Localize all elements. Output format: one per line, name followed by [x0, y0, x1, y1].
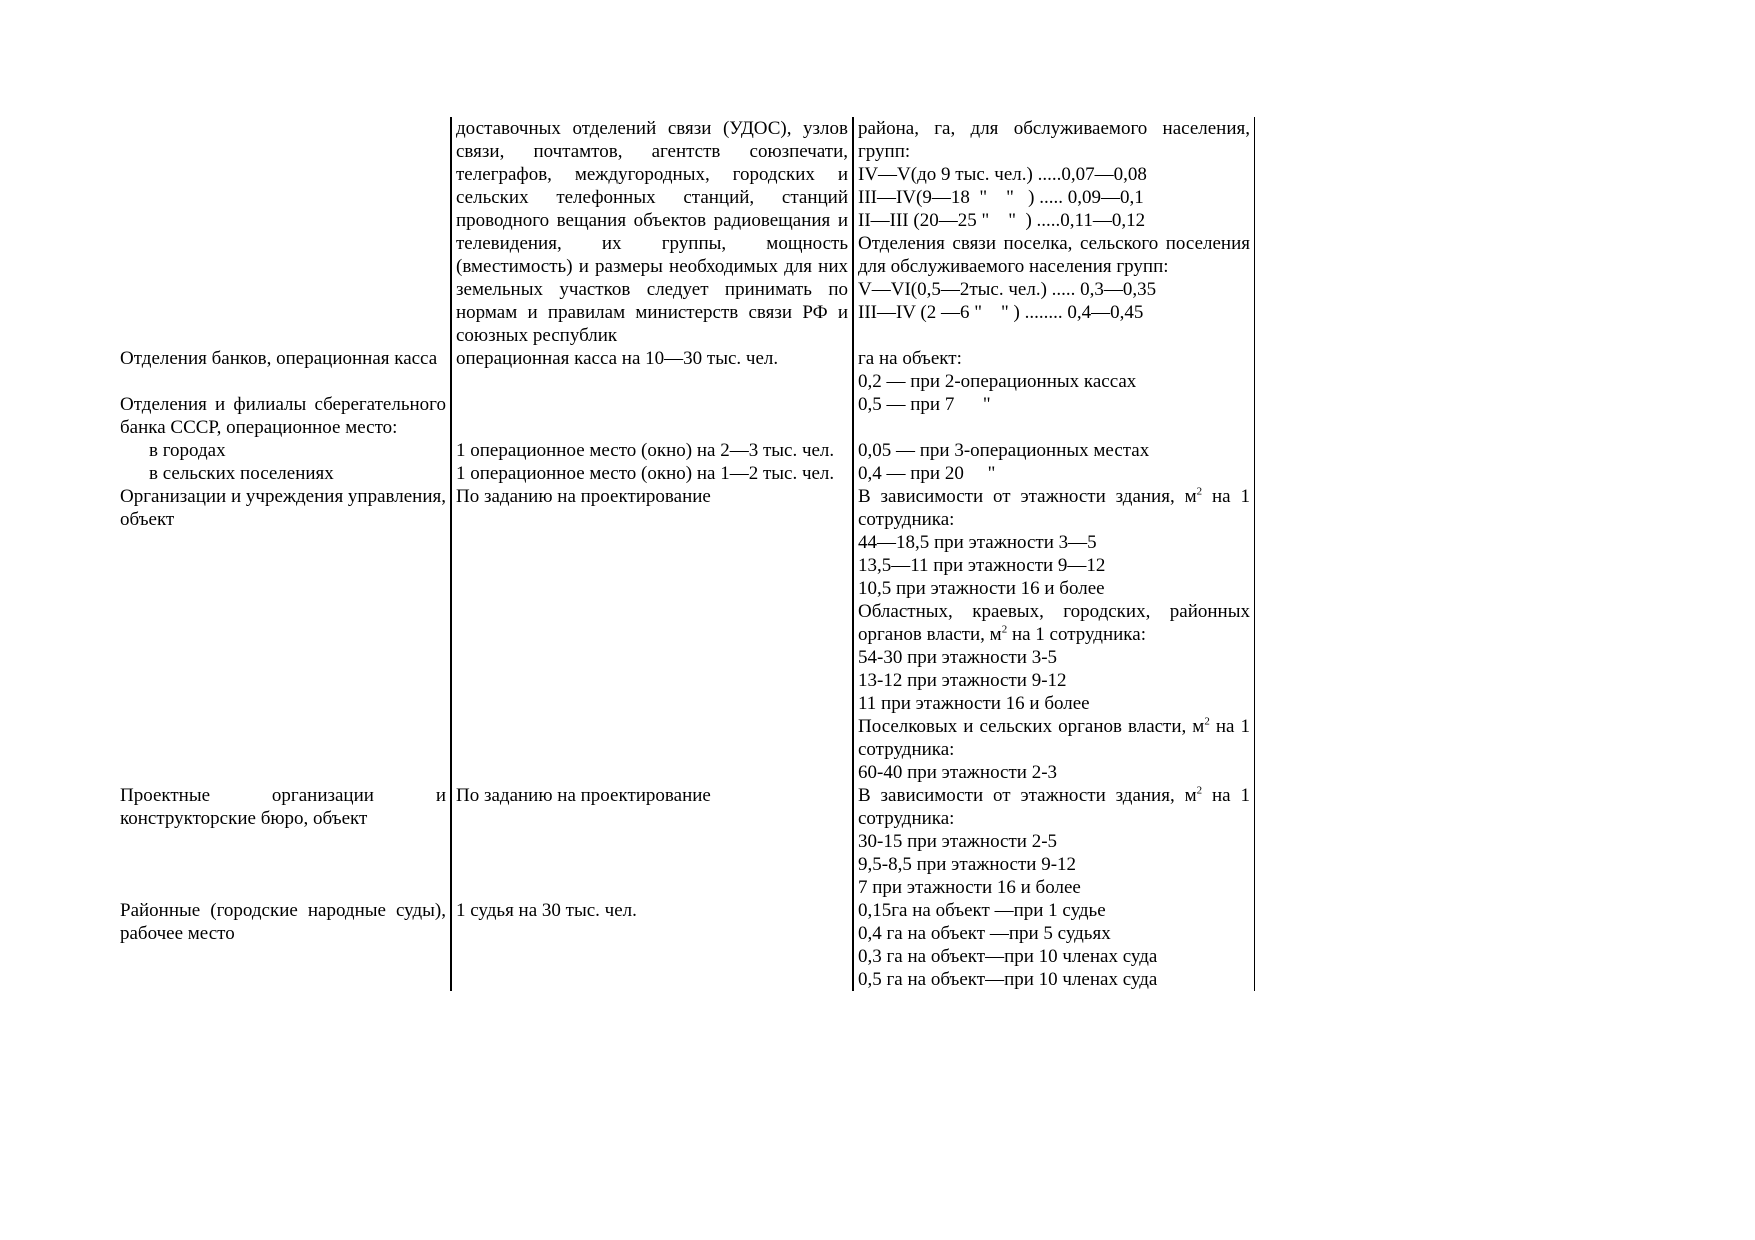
norms-table: [116, 117, 1255, 991]
cell-line: V—VI(0,5—2тыс. чел.) ..... 0,3—0,35: [858, 279, 1157, 300]
cell-paragraph: Отделения банков, операционная касса: [120, 348, 438, 369]
cell-line: III—IV(9—18 " " ) ..... 0,09—0,1: [858, 187, 1144, 208]
cell-line: 0,4 — при 20 ": [858, 463, 996, 484]
cell-paragraph: Отделения связи поселка, сельского поселения для обслуживаемого населения групп:: [858, 233, 1250, 277]
cell-line: 0,5 га на объект—при 10 членах суда: [858, 969, 1158, 990]
land-area-cell: [853, 462, 1255, 485]
cell-line: IV—V(до 9 тыс. чел.) .....0,07—0,08: [858, 164, 1147, 185]
facility-cell: Проектные организации и конструкторские бюро, объект: [120, 785, 446, 829]
cell-paragraph: в сельских поселениях: [149, 463, 334, 484]
facility-cell: [116, 462, 451, 485]
land-area-cell: 0,05 — при 3-операционных местах: [853, 439, 1255, 462]
table-row: [116, 899, 1255, 991]
facility-cell: Организации и учреждения управления, объект: [120, 486, 446, 530]
cell-paragraph: Поселковых и сельских органов власти, $м^2$ на 1 сотрудника:: [858, 715, 1250, 760]
facility-cell: [116, 439, 451, 462]
land-area-cell: [853, 117, 1255, 347]
cell-paragraph: В зависимости от этажности здания, $м^2$ на 1 сотрудника:: [858, 485, 1250, 530]
cell-line: 11 при этажности 16 и более: [858, 693, 1090, 714]
cell-line: 60-40 при этажности 2-3: [858, 762, 1058, 783]
land-area-cell: [853, 784, 1255, 899]
table-row: [116, 485, 1255, 784]
cell-line: 54-30 при этажности 3-5: [858, 647, 1058, 668]
table-row: [116, 462, 1255, 485]
norm-cell: 1 судья на 30 тыс. чел.: [451, 899, 853, 991]
cell-line: III—IV (2 —6 " " ) ........ 0,4—0,45: [858, 302, 1144, 323]
cell-line: 44—18,5 при этажности 3—5: [858, 532, 1097, 553]
table-row: [116, 347, 1255, 439]
land-area-cell: [853, 899, 1255, 991]
facility-cell: Районные (городские народные суды), рабочее место: [120, 900, 446, 944]
cell-line: 0,3 га на объект—при 10 членах суда: [858, 946, 1158, 967]
table-row: [116, 784, 1255, 899]
cell-line: 9,5-8,5 при этажности 9-12: [858, 854, 1077, 875]
norm-cell: операционная касса на 10—30 тыс. чел.: [451, 347, 853, 439]
land-area-cell: [853, 347, 1255, 439]
norm-cell: По заданию на проектирование: [451, 485, 853, 784]
cell-line: 7 при этажности 16 и более: [858, 877, 1081, 898]
norm-cell: 1 операционное место (окно) на 1—2 тыс. чел.: [451, 462, 853, 485]
cell-line: 13-12 при этажности 9-12: [858, 670, 1067, 691]
cell-paragraph: в городах: [149, 440, 226, 461]
cell-paragraph: района, га, для обслуживаемого населения, групп:: [858, 118, 1250, 162]
facility-cell: [116, 117, 451, 347]
cell-line: 0,4 га на объект —при 5 судьях: [858, 923, 1111, 944]
table-row: [116, 439, 1255, 462]
cell-paragraph: Областных, краевых, городских, районных органов власти, $м^2$ на 1 сотрудника:: [858, 601, 1250, 645]
cell-line: 13,5—11 при этажности 9—12: [858, 555, 1106, 576]
land-area-cell: [853, 485, 1255, 784]
cell-line: 0,2 — при 2-операционных кассах: [858, 371, 1137, 392]
cell-line: 0,5 — при 7 ": [858, 394, 991, 415]
cell-line: 10,5 при этажности 16 и более: [858, 578, 1105, 599]
cell-paragraph: Отделения и филиалы сберегательного банка СССР, операционное место:: [120, 394, 446, 438]
norm-cell: По заданию на проектирование: [451, 784, 853, 899]
cell-line: 0,15га на объект —при 1 судье: [858, 900, 1106, 921]
table-row: [116, 117, 1255, 347]
norm-cell: доставочных отделений связи (УДОС), узлов связи, почтамтов, агентств союзпечати, телеграфов, междугородных, городских и сельских телефонных станций, станций проводного вещания объектов радиовещания и телевидения, их группы, мощность (вместимость) и размеры необходимых для них земельных участков следует принимать по нормам и правилам министерств связи РФ и союзных республик: [451, 117, 853, 347]
norm-cell: 1 операционное место (окно) на 2—3 тыс. чел.: [451, 439, 853, 462]
facility-cell: [116, 347, 451, 439]
cell-line: га на объект:: [858, 348, 962, 369]
cell-line: II—III (20—25 " " ) .....0,11—0,12: [858, 210, 1146, 231]
cell-line: 30-15 при этажности 2-5: [858, 831, 1058, 852]
cell-paragraph: В зависимости от этажности здания, $м^2$ на 1 сотрудника:: [858, 784, 1250, 829]
